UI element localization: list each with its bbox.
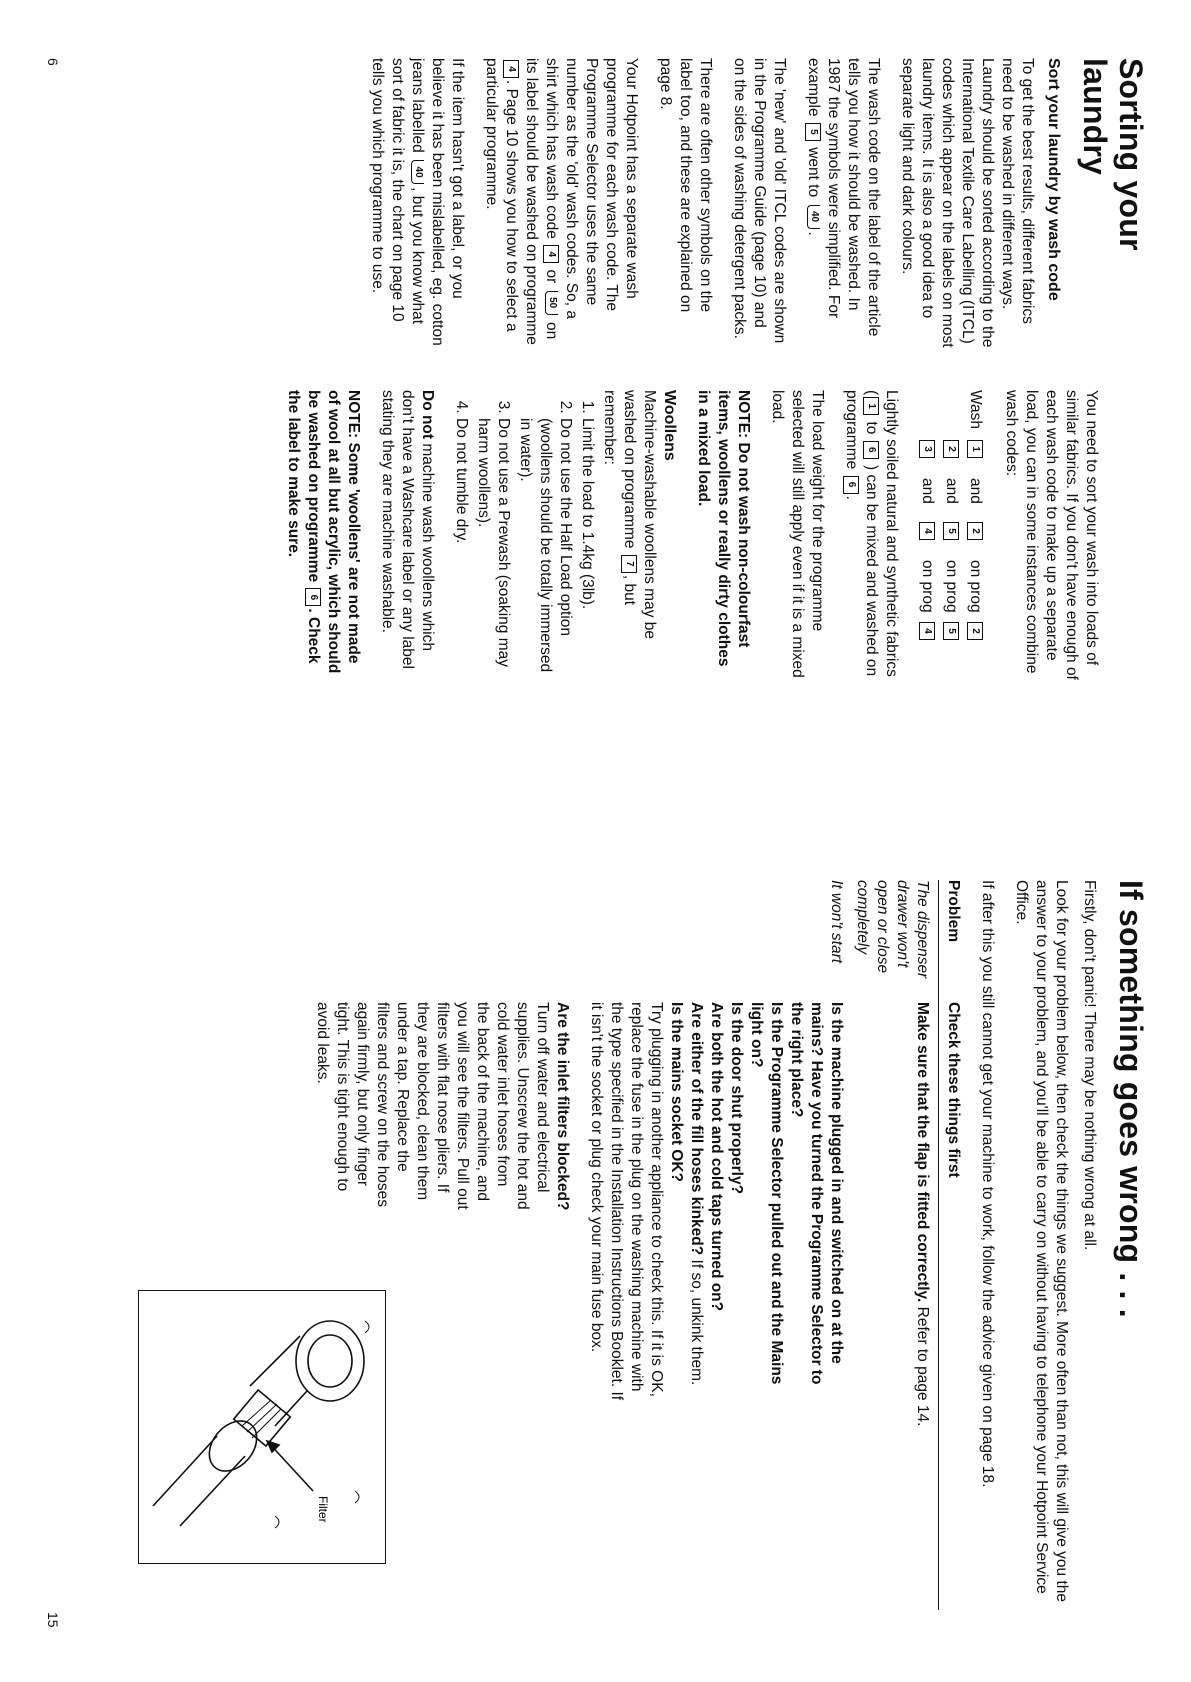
page-title-right: If something goes wrong . . . <box>1113 880 1149 1318</box>
filter-illustration <box>138 1290 386 1564</box>
load-weight-paragraph: The load weight for the programme selected will still apply even if it is a mixed load. <box>769 390 826 678</box>
inlet-connector-inner <box>308 1335 352 1387</box>
answer: Try plugging in another appliance to check this. If it is OK, replace the fuse in the plug on the washing machine with the type specified in the Installation Instructions Booklet. If it isn't the socket or plug check your main fuse box. <box>588 1002 665 1401</box>
woollens-list <box>451 390 597 680</box>
check-dispenser: Make sure that the flap is fitted correctly. Refer to page 14. <box>914 1002 931 1427</box>
programme-symbol: 4 <box>503 60 519 78</box>
hose-filter-icon <box>139 1291 385 1563</box>
page-title-left: Sorting your laundry <box>1077 58 1149 251</box>
note-mixed-load: NOTE: Do not wash non-colourfast items, woollens or really dirty clothes in a mixed load. <box>695 390 752 667</box>
do-not-paragraph: Do not machine wash woollens which don't have a Washcare label or any label stating they are machine washable. <box>379 390 436 669</box>
note-acrylic: NOTE: Some 'woollens' are not made of wool at all but acrylic, which should be washed on programme 6. Check the label to make sure. <box>285 390 362 674</box>
mixed-fabrics-paragraph: Lightly soiled natural and synthetic fabrics (1 to 6 ) can be mixed and washed on programme 6. <box>843 390 900 677</box>
connector-body <box>250 1336 307 1426</box>
intro-paragraph: To get the best results, different fabrics need to be washed in different ways. Laundry should be sorted according to the International Textile Care Labelling (ITCL) codes which appear on the labels on most laundry items. It is also a good idea to separate light and dark colours. <box>899 58 1036 348</box>
subtitle-sort-by-code: Sort your laundry by wash code <box>1045 58 1062 301</box>
woollens-intro: Machine-washable woollens may be washed on programme 7, but remember: <box>601 390 658 639</box>
page-number-right: 15 <box>45 1612 61 1628</box>
header-problem: Problem <box>945 880 962 943</box>
no-label-paragraph: If the item hasn't got a label, or you believe it has been mislabelled, eg. cotton jeans labelled 40, but you know what sort of fabric it is, the chart on page 10 tells you which programme to use. <box>369 58 466 346</box>
wash-tub-symbol: 50 <box>545 291 558 315</box>
woollens-heading: Woollens <box>661 390 678 461</box>
problem-table-header <box>938 880 963 1610</box>
right-page <box>306 880 1149 1610</box>
table-row <box>312 880 846 1610</box>
other-symbols-paragraph: There are often other symbols on the label too, and these are explained on page 8. <box>657 58 714 313</box>
header-check: Check these things first <box>945 1002 962 1178</box>
question: Are the inlet filters blocked? <box>554 1002 571 1211</box>
question: Are both the hot and cold taps turned on? <box>708 1002 725 1312</box>
dont-panic-paragraph: Firstly, don't panic! There may be nothing wrong at all. <box>1081 880 1098 1251</box>
left-column-2 <box>269 390 1101 680</box>
filter-label: Filter <box>316 1496 330 1523</box>
question: Is the mains socket OK? <box>668 1002 685 1183</box>
table-row <box>852 880 932 1610</box>
wash-code-symbol: 5 <box>805 123 821 141</box>
question: Is the door shut properly? <box>728 1002 745 1195</box>
page-18-paragraph: If after this you still cannot get your machine to work, follow the advice given on page 18. <box>979 880 996 1488</box>
question: Are either of the fill hoses kinked? If so, unkink them. <box>688 1002 705 1386</box>
problem-wont-start: It won't start <box>828 880 845 964</box>
question: Is the machine plugged in and switched on at the mains? Have you turned the Programme Selector to the right place? <box>788 1002 845 1385</box>
itcl-paragraph: The 'new' and 'old' ITCL codes are shown in the Programme Guide (page 10) and on the sides of washing detergent packs. <box>731 58 788 344</box>
wash-tub-symbol: 40 <box>807 205 820 229</box>
combine-codes-table <box>915 390 987 680</box>
combine-row: 3 and 4 on prog 4 <box>915 390 939 680</box>
combine-row: 2 and 5 on prog 5 <box>939 390 963 680</box>
combine-row: Wash 1 and 2 on prog 2 <box>963 390 987 680</box>
problem-dispenser: The dispenser drawer won't open or close completely <box>854 880 931 979</box>
page-number-left: 6 <box>45 58 61 66</box>
wash-tub-symbol: 40 <box>411 160 424 184</box>
list-item: 2. Do not use the Half Load option (woollens should be totally immersed in water). <box>515 418 575 680</box>
list-item: 3. Do not use a Prewash (soaking may harm woollens). <box>473 418 513 680</box>
check-wont-start <box>312 1002 846 1402</box>
inlet-connector-outline <box>296 1321 364 1401</box>
filter-text <box>312 1002 572 1212</box>
programme-paragraph: Your Hotpoint has a separate wash programme for each wash code. The Programme Selector uses the same number as the 'old' wash codes. So, a shirt which has wash code 4 or 50 on its label should be washed on programme 4. Page 10 shows you how to select a particular programme. <box>483 58 640 345</box>
list-item: 1. Limit the load to 1.4kg (3lb). <box>577 418 597 680</box>
wash-code-paragraph: The wash code on the label of the article tells you how it should be washed. In 1987 the symbols were simplified. For example 5 went to 40. <box>805 58 882 337</box>
answer: Turn off water and electrical supplies. Unscrew the hot and cold water inlet hoses from the back of the machine, and you will see the filters. Pull out filters with flat nose pliers. If they are blocked, clean them under a tap. Replace the filters and screw on the hoses again firmly, but only finger tight. This is tight enough to avoid leaks. <box>314 1002 551 1210</box>
left-column-1 <box>353 58 1149 348</box>
wash-code-symbol: 4 <box>543 245 559 263</box>
question: Is the Programme Selector pulled out and the Mains light on? <box>748 1002 785 1385</box>
hose-pipe <box>153 1436 245 1526</box>
list-item: 4. Do not tumble dry. <box>451 418 471 680</box>
sort-wash-paragraph: You need to sort your wash into loads of similar fabrics. If you don't have enough of each wash code to make up a separate load, you can in some instances combine wash codes: <box>1003 390 1100 680</box>
look-for-problem-paragraph: Look for your problem below, then check the things we suggest. More often than not, this will give you the answer to your problem, and you'll be able to carry on without having to telephone your Hotpoint Service Office. <box>1013 880 1070 1603</box>
